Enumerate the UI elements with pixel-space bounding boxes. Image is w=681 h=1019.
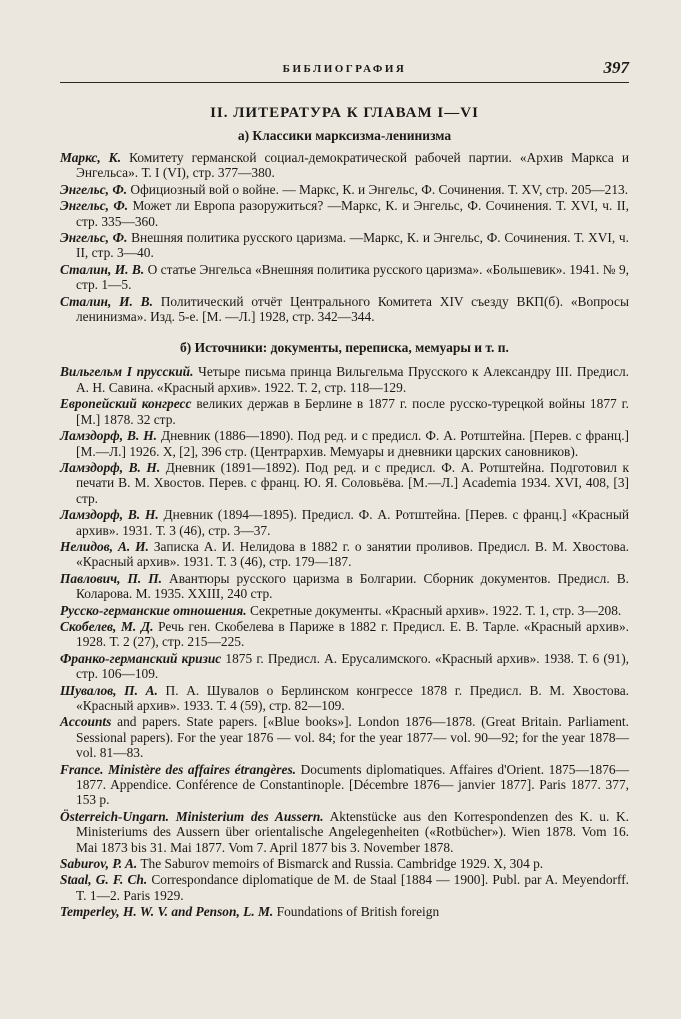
entry-author: Энгельс, Ф. xyxy=(60,230,128,246)
entry-text: Внешняя политика русского царизма. —Маркс, К. и Энгельс, Ф. Сочинения. Т. XVI, ч. II, стр. 3—40. xyxy=(76,230,629,261)
entry-author: Вильгельм I прусский. xyxy=(60,364,194,380)
entry-text: Секретные документы. «Красный архив». 1922. Т. 1, стр. 3—208. xyxy=(246,602,622,618)
bibliography-entry xyxy=(60,872,629,903)
entry-text: Documents diplomatiques. Affaires d'Orient. 1875—1876—1877. Appendice. Conférence de Constantinople. [Décembre 1876— janvier 1877]. Paris 1877. 377, 153 p. xyxy=(76,761,630,808)
entry-text: Дневник (1891—1892). Под ред. и с предисл. Ф. А. Ротштейна. Подготовил к печати В. М. Хвостов. Перев. с франц. Ю. Я. Соловьёва. [М.—Л.] Academia 1934. XVI, 408, [3] стр. xyxy=(76,459,629,506)
entry-author: Энгельс, Ф. xyxy=(60,198,129,214)
entry-author: Франко-германский кризис xyxy=(60,650,222,666)
entry-text: Aktenstücke aus den Korrespondenzen des K. u. K. Ministeriums des Aussern über orientalische Angelegenheiten («Rotbücher»). Wien 1878. Vom 16. Mai 1873 bis 31. Mai 1877. Vom 7. April 1877 bis 3. November 1878. xyxy=(76,808,630,855)
bibliography-entry xyxy=(60,182,629,197)
entry-text: Официозный вой о войне. — Маркс, К. и Энгельс, Ф. Сочинения. Т. XV, стр. 205—213. xyxy=(127,181,629,197)
entry-text: and papers. State papers. [«Blue books»]. London 1876—1878. (Great Britain. Parliament. Sessional papers). For the year 1876 — vol. 84; for the year 1877— vol. 90—92; for the year 1878— vol. 81—83. xyxy=(76,714,629,761)
entry-author: Сталин, И. В. xyxy=(60,293,153,309)
entry-text: Correspondance diplomatique de M. de Staal [1884 — 1900]. Publ. par A. Meyendorff. T. 1—2. Paris 1929. xyxy=(76,872,629,903)
entry-author: Ламздорф, В. Н. xyxy=(60,428,158,444)
entry-author: Русско-германские отношения. xyxy=(60,602,247,618)
entry-text: Четыре письма принца Вильгельма Прусского к Александру III. Предисл. А. Н. Савина. «Красный архив». 1922. Т. 2, стр. 118—129. xyxy=(76,364,629,395)
bibliography-entry xyxy=(60,539,629,570)
bibliography-entry xyxy=(60,762,629,808)
entry-author: Accounts xyxy=(60,714,112,730)
entry-author: Сталин, И. В. xyxy=(60,261,145,277)
bibliography-entry xyxy=(60,856,629,871)
entry-text: Комитету германской социал-демократической рабочей партии. «Архив Маркса и Энгельса». Т. I (VI), стр. 377—380. xyxy=(76,150,630,181)
entry-text: Foundations of British foreign xyxy=(273,904,440,920)
entry-author: Маркс, К. xyxy=(60,150,122,165)
bibliography-list-sources xyxy=(60,364,629,919)
entry-text: Записка А. И. Нелидова в 1882 г. о занятии проливов. Предисл. В. М. Хвостова. «Красный архив». 1931. Т. 3 (46), стр. 179—187. xyxy=(76,538,629,570)
bibliography-entry xyxy=(60,262,629,293)
entry-text: П. А. Шувалов о Берлинском конгрессе 1878 г. Предисл. В. М. Хвостова. «Красный архив». 1933. Т. 4 (59), стр. 82—109. xyxy=(76,682,630,713)
entry-author: Европейский конгресс xyxy=(60,396,192,412)
bibliography-entry xyxy=(60,571,629,602)
entry-author: Staal, G. F. Ch. xyxy=(60,872,148,888)
bibliography-entry xyxy=(60,683,629,714)
bibliography-entry xyxy=(60,904,629,919)
entry-author: Энгельс, Ф. xyxy=(60,181,128,197)
bibliography-entry xyxy=(60,150,629,181)
bibliography-entry xyxy=(60,809,629,855)
bibliography-list-classics xyxy=(60,150,629,324)
entry-text: Дневник (1894—1895). Предисл. Ф. А. Ротштейна. [Перев. с франц.] «Красный архив». 1931. Т. 3 (46), стр. 3—37. xyxy=(76,507,629,538)
bibliography-entry xyxy=(60,198,629,229)
bibliography-entry xyxy=(60,651,629,682)
bibliography-entry xyxy=(60,460,629,506)
entry-author: Ламздорф, В. Н. xyxy=(60,507,159,523)
entry-author: France. Ministère des affaires étrangères. xyxy=(60,761,297,777)
bibliography-entry xyxy=(60,714,629,760)
bibliography-entry xyxy=(60,428,629,459)
entry-text: Авантюры русского царизма в Болгарии. Сборник документов. Предисл. В. Коларова. М. 1935. XXIII, 240 стр. xyxy=(76,570,629,602)
entry-author: Павлович, П. П. xyxy=(60,570,163,586)
bibliography-entry xyxy=(60,230,629,261)
chapter-title: II. ЛИТЕРАТУРА К ГЛАВАМ I—VI xyxy=(210,105,479,121)
section-title-sources: б) Источники: документы, переписка, мемуары и т. п. xyxy=(180,340,509,356)
entry-text: Речь ген. Скобелева в Париже в 1882 г. Предисл. Е. В. Тарле. «Красный архив». 1928. Т. 2 (27), стр. 215—225. xyxy=(76,618,629,650)
entry-author: Österreich-Ungarn. Ministerium des Aussern. xyxy=(60,808,324,824)
bibliography-entry xyxy=(60,396,629,427)
entry-text: великих держав в Берлине в 1877 г. после русско-турецкой войны 1877 г. [М.] 1878. 32 стр. xyxy=(76,396,629,427)
running-title: БИБЛИОГРАФИЯ xyxy=(282,63,407,75)
entry-author: Temperley, H. W. V. and Penson, L. M. xyxy=(60,904,274,920)
page-number: 397 xyxy=(603,58,629,77)
bibliography-entry xyxy=(60,294,629,325)
running-header xyxy=(60,60,629,83)
entry-text: Может ли Европа разоружиться? —Маркс, К. и Энгельс, Ф. Сочинения. Т. XVI, ч. II, стр. 335—360. xyxy=(76,198,629,229)
entry-text: О статье Энгельса «Внешняя политика русского царизма». «Большевик». 1941. № 9, стр. 1—5. xyxy=(76,261,629,293)
entry-text: Дневник (1886—1890). Под ред. и с предисл. Ф. А. Ротштейна. [Перев. с франц.] [М.—Л.] 1926. X, [2], 396 стр. (Центрархив. Мемуары и дневники царских сановников). xyxy=(76,428,630,459)
entry-author: Ламздорф, В. Н. xyxy=(60,459,161,475)
bibliography-entry xyxy=(60,603,629,618)
bibliography-entry xyxy=(60,507,629,538)
entry-text: The Saburov memoirs of Bismarck and Russia. Cambridge 1929. X, 304 p. xyxy=(137,856,544,872)
entry-author: Шувалов, П. А. xyxy=(60,682,158,698)
entry-text: 1875 г. Предисл. А. Ерусалимского. «Красный архив». 1938. Т. 6 (91), стр. 106—109. xyxy=(76,650,630,682)
bibliography-entry xyxy=(60,619,629,650)
section-title-classics: а) Классики марксизма-ленинизма xyxy=(237,128,452,143)
entry-author: Нелидов, А. И. xyxy=(60,538,149,554)
bibliography-entry xyxy=(60,364,629,395)
entry-author: Saburov, P. A. xyxy=(60,856,138,872)
entry-author: Скобелев, М. Д. xyxy=(60,618,154,634)
entry-text: Политический отчёт Центрального Комитета XIV съезду ВКП(б). «Вопросы ленинизма». Изд. 5-е. [М. —Л.] 1928, стр. 342—344. xyxy=(76,293,629,325)
